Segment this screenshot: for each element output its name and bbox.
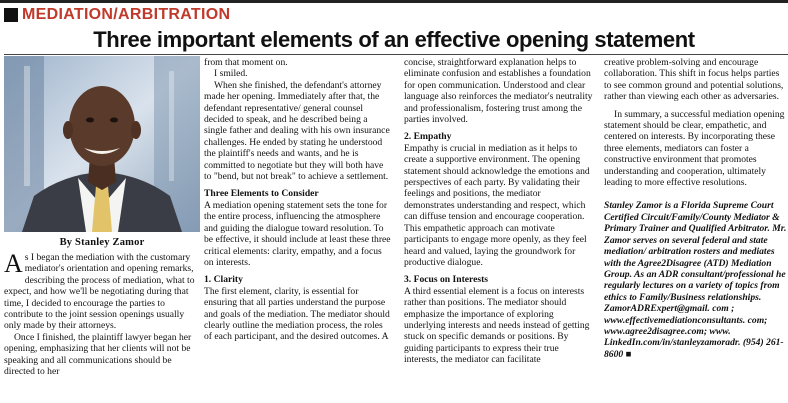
end-mark-icon: ■ — [625, 348, 632, 360]
author-byline: By Stanley Zamor — [59, 237, 145, 248]
opening-paragraph — [4, 249, 197, 332]
article-column-2 — [204, 57, 392, 343]
article-column-3 — [404, 57, 593, 366]
subheading-clarity: 1. Clarity — [204, 274, 243, 286]
subheading-empathy: 2. Empathy — [404, 131, 452, 143]
headline-rule — [4, 54, 788, 55]
article-column-4 — [604, 57, 788, 360]
section-square-marker — [4, 8, 18, 22]
paragraph: I smiled. — [214, 68, 248, 80]
paragraph: from that moment on. — [204, 57, 288, 68]
paragraph: Once I finished, the plaintiff lawyer began her opening, emphasizing that her clients will not be speaking and all communications should be directed to her — [4, 331, 192, 378]
paragraph: concise, straightforward explanation helps to eliminate confusion and establishes a foundation for open communication. Understood and clear language also reinforces the mediator's neutrality and professionalism, fostering trust among the parties involved. — [404, 57, 593, 126]
paragraph: creative problem-solving and encourage collaboration. This shift in focus helps parties to see common ground and potential solutions, rather than viewing each other as adversaries. — [604, 57, 784, 103]
section-label: MEDIATION/ARBITRATION — [22, 6, 231, 23]
paragraph: A third essential element is a focus on interests rather than positions. The mediator should emphasize the importance of exploring underlying interests and needs instead of getting stuck on specific demands or positions. By guiding participants to express their true interests, the mediator can facilitate — [404, 285, 590, 366]
paragraph-text: s I began the mediation with the customary mediator's orientation and opening remarks, describing the process of mediation, what to expect, and how we'll be negotiating during that time, I decided to encourage the parties to contribute to the joint session openings usually only made by their attorneys. — [4, 252, 195, 332]
drop-cap: A — [4, 249, 23, 278]
article-column-1 — [4, 249, 197, 378]
article-headline: Three important elements of an effective opening statement — [93, 27, 695, 52]
author-bio — [604, 200, 788, 360]
subheading-focus-on-interests: 3. Focus on Interests — [404, 274, 489, 286]
author-bio-text: Stanley Zamor is a Florida Supreme Court Certified Circuit/Family/County Mediator & Primary Trainer and Qualified Arbitrator. Mr. Zamor serves on several federal and state mediation/ arbitration rosters and mediates with the Agree2Disagree (ATD) Mediation Group. As an ADR consultant/professional he regularly lectures on a variety of topics from ethics to Family/Business relationships. ZamorADRExpert@gmail. com ; www.effectivemediationconsultants. com; www.agree2disagree.com; www. LinkedIn.com/in/stanleyzamoradr. (954) 261-8600 — [604, 200, 787, 360]
section-header — [4, 5, 230, 25]
author-portrait-illustration — [4, 56, 200, 232]
paragraph: Empathy is crucial in mediation as it helps to create a supportive environment. The opening statement should acknowledge the emotions and perspectives of each party. By validating their feelings and positions, the mediator demonstrates understanding and respect, which can diffuse tension and encourage cooperation. This empathetic approach can motivate participants to engage more openly, as they feel heard and valued, laying the groundwork for productive dialogue. — [404, 142, 590, 268]
subheading-three-elements: Three Elements to Consider — [204, 188, 319, 200]
paragraph: A mediation opening statement sets the tone for the entire process, influencing the atmosphere and guiding the dialogue toward resolution. To be effective, it should include at least these three critical elements: clarity, empathy, and a focus on interests. — [204, 199, 391, 268]
paragraph: The first element, clarity, is essential for ensuring that all parties understand the purpose and goals of the mediation. The mediator should clearly outline the mediation process, the roles of each participant, and the desired outcomes. A — [204, 285, 390, 343]
paragraph: When she finished, the defendant's attorney made her opening. Immediately after that, the defendant representative/ general counsel decided to speak, and he described being a single father and dealing with his own insurance challenges. He ended by stating he understood the plaintiff's needs and wants, and he is committed to negotiate but they will both have to "bend, but not break" to achieve a settlement. — [204, 79, 390, 183]
author-photo — [4, 56, 200, 232]
top-rule — [0, 0, 788, 3]
paragraph: In summary, a successful mediation opening statement should be clear, empathetic, and centered on interests. By incorporating these three elements, mediators can foster a constructive environment that promotes understanding and cooperation, ultimately leading to more effective resolutions. — [604, 108, 785, 189]
